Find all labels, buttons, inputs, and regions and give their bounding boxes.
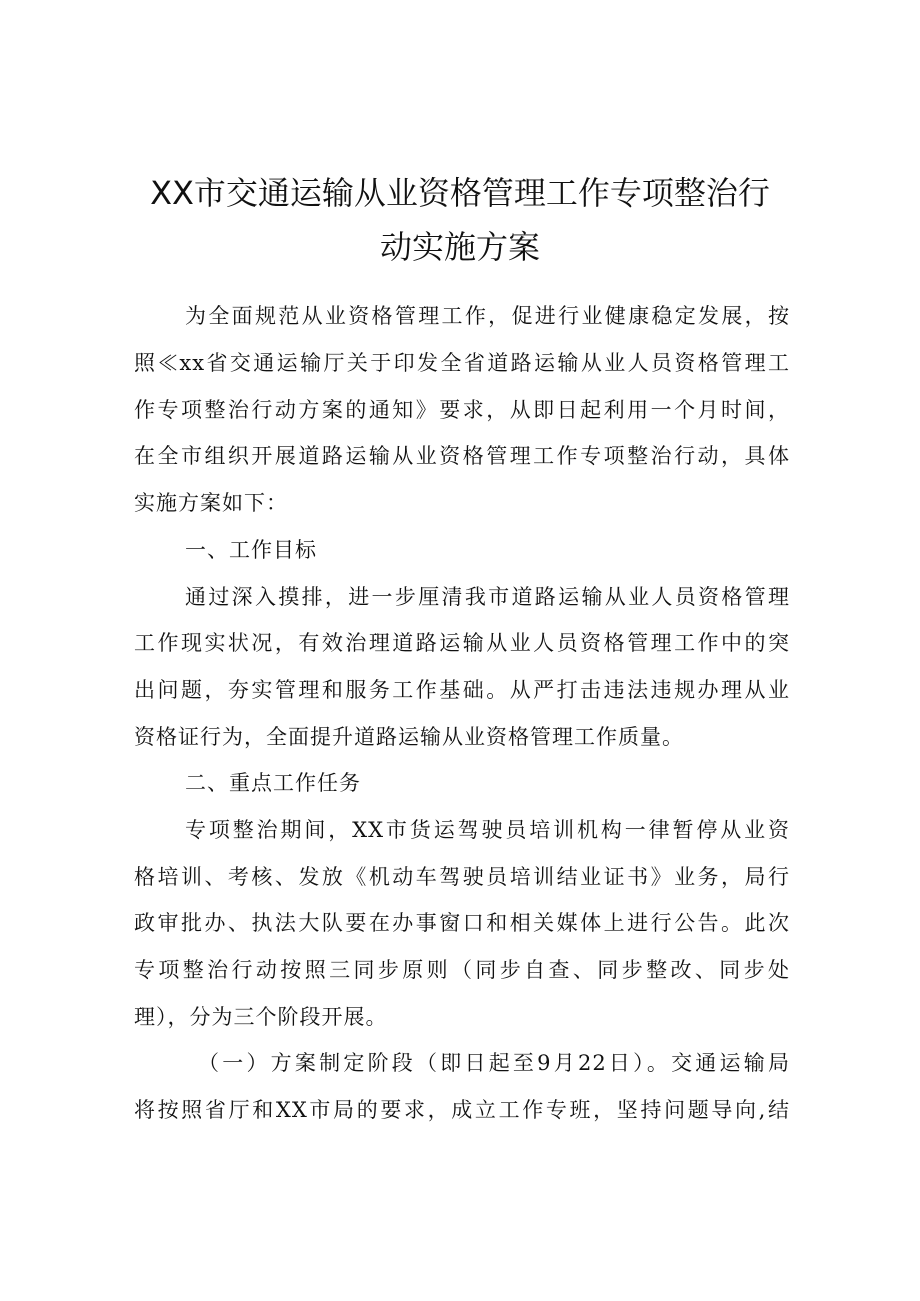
section-2-line-3: 政审批办、执法大队要在办事窗口和相关媒体上进行公告。此次: [134, 911, 790, 935]
intro-line-4: 在全市组织开展道路运输从业资格管理工作专项整治行动，具体: [134, 444, 790, 468]
stage-1-line-2: 将按照省厅和XX市局的要求，成立工作专班，坚持问题导向,结: [134, 1098, 790, 1122]
stage-1-line-1: （一）方案制定阶段（即日起至9月22日）。交通运输局: [198, 1051, 790, 1075]
section-2-line-5: 理），分为三个阶段开展。: [134, 1005, 388, 1029]
intro-line-3: 作专项整治行动方案的通知》要求，从即日起利用一个月时间，: [134, 398, 790, 422]
section-1-line-3: 出问题，夯实管理和服务工作基础。从严打击违法违规办理从业: [134, 678, 790, 702]
section-1-heading: 一、工作目标: [185, 538, 317, 562]
section-2-line-1: 专项整治期间，XX市货运驾驶员培训机构一律暂停从业资: [185, 818, 790, 842]
section-1-line-4: 资格证行为，全面提升道路运输从业资格管理工作质量。: [134, 725, 684, 749]
document-title-line-2: 动实施方案: [379, 228, 540, 266]
section-2-line-4: 专项整治行动按照三同步原则（同步自查、同步整改、同步处: [134, 958, 790, 982]
intro-line-1: 为全面规范从业资格管理工作，促进行业健康稳定发展，按: [185, 304, 790, 328]
document-title-line-1: XX市交通运输从业资格管理工作专项整治行: [150, 174, 770, 212]
section-1-line-1: 通过深入摸排，进一步厘清我市道路运输从业人员资格管理: [185, 585, 790, 609]
intro-line-5: 实施方案如下：: [134, 491, 288, 515]
section-1-line-2: 工作现实状况，有效治理道路运输从业人员资格管理工作中的突: [134, 631, 790, 655]
section-2-line-2: 格培训、考核、发放《机动车驾驶员培训结业证书》业务，局行: [134, 865, 790, 889]
intro-line-2: 照≪xx省交通运输厅关于印发全省道路运输从业人员资格管理工: [134, 351, 790, 375]
section-2-heading: 二、重点工作任务: [185, 771, 361, 795]
